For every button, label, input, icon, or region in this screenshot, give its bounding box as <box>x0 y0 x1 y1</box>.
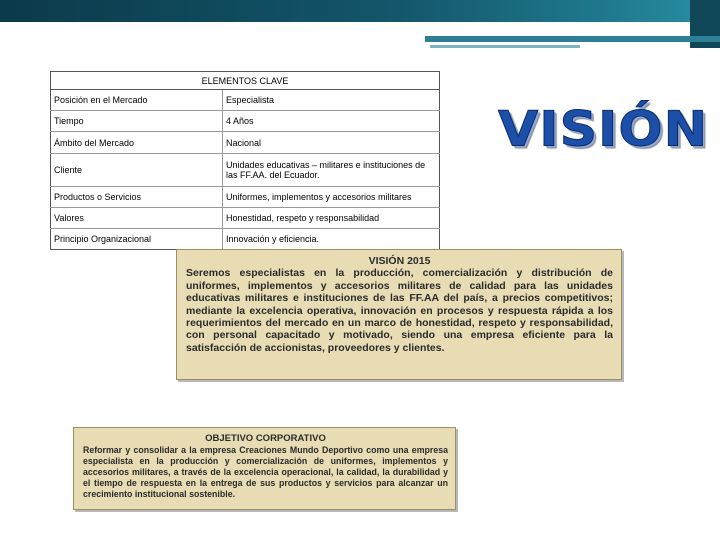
row-label: Posición en el Mercado <box>51 90 223 111</box>
header-divider-line-secondary <box>430 45 580 48</box>
row-label: Valores <box>51 208 223 229</box>
vision-wordart-title: VISIÓN <box>498 102 709 158</box>
row-value: Uniformes, implementos y accesorios militares <box>223 187 440 208</box>
table-row <box>51 154 440 187</box>
row-label: Ámbito del Mercado <box>51 132 223 154</box>
row-value: Especialista <box>223 90 440 111</box>
objective-box-heading: OBJETIVO CORPORATIVO <box>205 433 326 444</box>
vision-2015-box <box>176 249 622 380</box>
row-value: Nacional <box>223 132 440 154</box>
table-row <box>51 111 440 132</box>
row-label: Cliente <box>51 154 223 187</box>
objective-box-text: Reformar y consolidar a la empresa Creaciones Mundo Deportivo como una empresa especialista en la producción y comercialización de uniformes, implementos y accesorios militares, a través de la excelencia operacional, la calidad, la durabilidad y el tiempo de respuesta en la entrega de sus productos y servicios para alcanzar un crecimiento institucional sostenible. <box>83 445 448 499</box>
vision-box-heading: VISIÓN 2015 <box>368 255 431 267</box>
row-label: Principio Organizacional <box>51 229 223 250</box>
vision-box-text: Seremos especialistas en la producción, comercialización y distribución de uniformes, implementos y accesorios militares de calidad para las unidades educativas militares e instituciones de las FF.AA del país, a precios competitivos; mediante la excelencia operativa, innovación en procesos y respuesta rápida a los requerimientos del mercado en un marco de honestidad, respeto y responsabilidad, con personal capacitado y motivado, siendo una empresa eficiente para la satisfacción de accionistas, proveedores y clientes. <box>186 267 613 354</box>
key-elements-title: ELEMENTOS CLAVE <box>51 72 440 90</box>
table-row <box>51 187 440 208</box>
row-label: Tiempo <box>51 111 223 132</box>
table-row <box>51 132 440 154</box>
header-divider-line <box>425 36 720 42</box>
top-decorative-bar <box>0 0 720 22</box>
table-row <box>51 208 440 229</box>
row-label: Productos o Servicios <box>51 187 223 208</box>
key-elements-table <box>50 71 440 250</box>
corporate-objective-box <box>73 427 456 510</box>
row-value: Unidades educativas – militares e instituciones de las FF.AA. del Ecuador. <box>223 154 440 187</box>
row-value: Honestidad, respeto y responsabilidad <box>223 208 440 229</box>
row-value: 4 Años <box>223 111 440 132</box>
row-value: Innovación y eficiencia. <box>223 229 440 250</box>
table-row <box>51 90 440 111</box>
table-row <box>51 229 440 250</box>
